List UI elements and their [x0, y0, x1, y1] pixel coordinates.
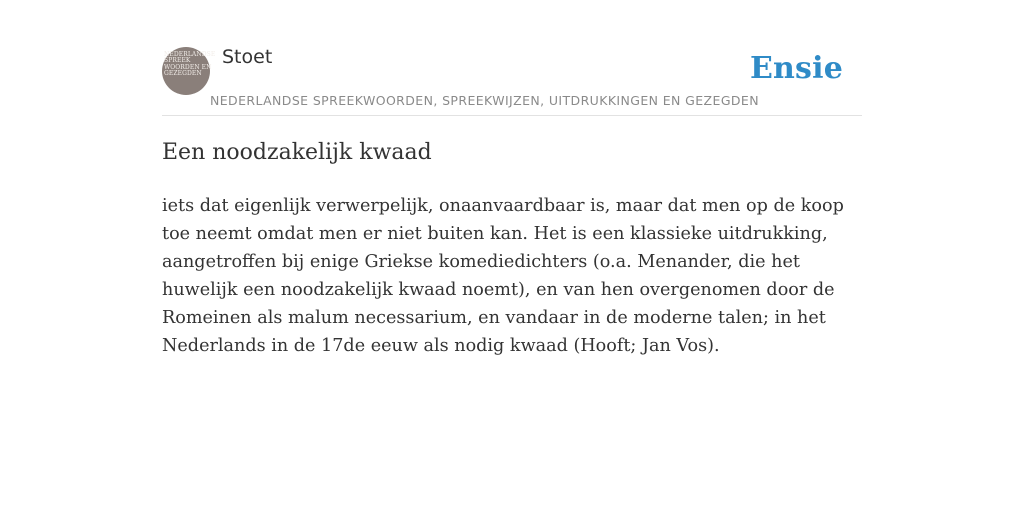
entry-definition: iets dat eigenlijk verwerpelijk, onaanvaardbaar is, maar dat men op de koop toe neemt omdat men er niet buiten kan. Het is een klassieke uitdrukking, aangetroffen bij enige Griekse komediedichters (o.a. Menander, die het huwelijk een noodzakelijk kwaad noemt), en van hen overgenomen door de Romeinen als malum necessarium, en vandaar in de moderne talen; in het Nederlands in de 17de eeuw als nodig kwaad (Hooft; Jan Vos).	[162, 196, 844, 356]
source-title[interactable]: NEDERLANDSE SPREEKWOORDEN, SPREEKWIJZEN, UITDRUKKINGEN EN GEZEGDEN	[210, 93, 759, 108]
avatar-cover-text: NEDERLANDSE SPREEK WOORDEN EN GEZEGDEN	[164, 51, 216, 78]
book-cover-avatar[interactable]	[162, 47, 216, 95]
author-name[interactable]: Stoet	[222, 46, 273, 68]
entry-title: Een noodzakelijk kwaad	[162, 140, 432, 165]
header-divider	[162, 115, 862, 116]
ensie-logo-link[interactable]: Ensie	[749, 51, 843, 86]
